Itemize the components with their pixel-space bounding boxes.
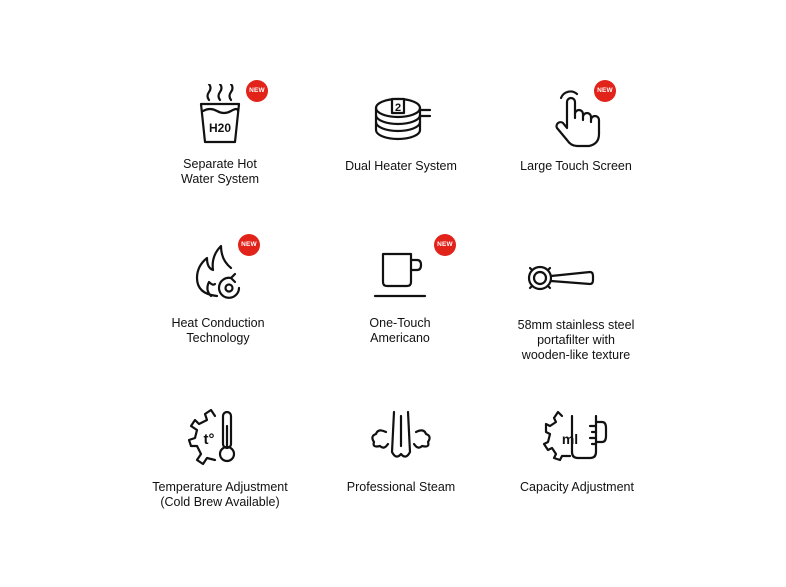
feature-label: Separate Hot Water System: [180, 157, 260, 186]
feature-dual-heater: [301, 84, 501, 174]
feature-label: Temperature Adjustment (Cold Brew Available): [152, 480, 288, 509]
feature-steam: [301, 402, 501, 495]
svg-text:H20: H20: [208, 121, 232, 135]
feature-label: Large Touch Screen: [520, 159, 632, 173]
feature-americano: [300, 238, 500, 346]
cup-icon: [365, 238, 435, 308]
feature-label: One-Touch Americano: [369, 316, 431, 345]
feature-label: Capacity Adjustment: [520, 480, 634, 494]
hot-water-icon: [185, 84, 255, 154]
dual-heater-icon: [366, 84, 436, 154]
feature-capacity: [477, 402, 677, 495]
feature-label: Dual Heater System: [345, 159, 457, 173]
thermometer-icon: [185, 402, 255, 472]
svg-text:ml: ml: [561, 431, 579, 447]
portafilter-icon: [526, 238, 636, 308]
feature-label: Professional Steam: [346, 480, 456, 494]
feature-touch-screen: [476, 84, 676, 174]
new-badge: NEW: [238, 234, 260, 256]
feature-label: 58mm stainless steel portafilter with wooden-like texture: [517, 318, 635, 362]
steam-icon: [366, 402, 436, 472]
measuring-cup-icon: [542, 402, 612, 472]
new-badge: NEW: [594, 80, 616, 102]
feature-label: Heat Conduction Technology: [171, 316, 265, 345]
feature-heat-conduction: [118, 238, 318, 346]
feature-temperature: [120, 402, 320, 510]
feature-portafilter: [476, 238, 676, 363]
new-badge: NEW: [434, 234, 456, 256]
feature-hot-water: [120, 84, 320, 187]
svg-text:2: 2: [394, 102, 402, 114]
svg-text:t°: t°: [203, 431, 215, 448]
new-badge: NEW: [246, 80, 268, 102]
